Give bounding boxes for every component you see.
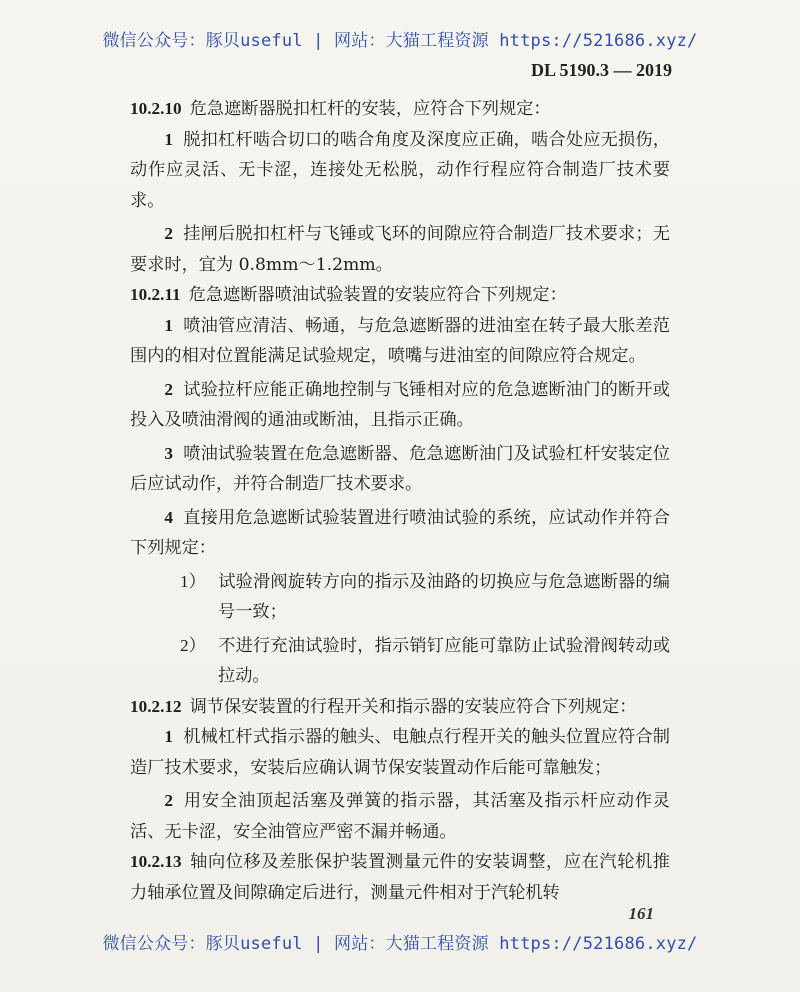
section-title: 轴向位移及差胀保护装置测量元件的安装调整，应在汽轮机推力轴承位置及间隙确定后进行，测量元件相对于汽轮机转 — [130, 852, 670, 903]
sub-item-number: 2） — [180, 635, 206, 655]
item-number: 2 — [164, 791, 173, 810]
item-number: 2 — [164, 379, 173, 399]
sub-item-number: 1） — [180, 571, 206, 591]
item-number: 4 — [164, 507, 173, 527]
watermark-bottom: 微信公众号：豚贝useful | 网站：大猫工程资源 https://521686.xyz/ — [102, 934, 698, 954]
item-text: 机械杠杆式指示器的触头、电触点行程开关的触头位置应符合制造厂技术要求，安装后应确认调节保安装置动作后能可靠触发； — [130, 727, 670, 778]
section-title: 危急遮断器脱扣杠杆的安装，应符合下列规定： — [189, 99, 551, 119]
body-text — [130, 94, 670, 908]
list-item — [130, 311, 670, 372]
section-heading — [130, 692, 670, 723]
standard-code: DL 5190.3 — 2019 — [530, 60, 672, 80]
list-item — [130, 375, 670, 436]
page-number: 161 — [628, 904, 654, 923]
sub-item — [130, 631, 670, 692]
item-text: 喷油试验装置在危急遮断器、危急遮断油门及试验杠杆安装定位后应试动作，并符合制造厂技术要求。 — [130, 443, 670, 494]
section-title: 危急遮断器喷油试验装置的安装应符合下列规定： — [188, 285, 567, 305]
list-item — [130, 722, 670, 783]
list-item — [130, 503, 670, 564]
list-item — [130, 439, 670, 500]
item-number: 1 — [164, 315, 173, 335]
item-number: 1 — [164, 129, 173, 149]
section-number: 10.2.10 — [130, 99, 182, 118]
section-number: 10.2.11 — [130, 285, 181, 304]
item-text: 试验拉杆应能正确地控制与飞锤相对应的危急遮断油门的断开或投入及喷油滑阀的通油或断油，且指示正确。 — [130, 379, 670, 430]
item-text: 用安全油顶起活塞及弹簧的指示器，其活塞及指示杆应动作灵活、无卡涩，安全油管应严密不漏并畅通。 — [130, 791, 670, 842]
section-number: 10.2.12 — [130, 696, 182, 716]
item-number: 3 — [164, 443, 173, 463]
section-title: 调节保安装置的行程开关和指示器的安装应符合下列规定： — [189, 696, 637, 717]
sub-item-text: 不进行充油试验时，指示销钉应能可靠防止试验滑阀转动或拉动。 — [218, 635, 670, 686]
sub-item — [130, 567, 670, 628]
item-number: 1 — [164, 727, 173, 746]
list-item — [130, 125, 670, 217]
item-number: 2 — [164, 224, 173, 243]
item-text: 喷油管应清洁、畅通，与危急遮断器的进油室在转子最大胀差范围内的相对位置能满足试验规定，喷嘴与进油室的间隙应符合规定。 — [130, 315, 670, 366]
section-heading — [130, 94, 670, 125]
watermark-top: 微信公众号：豚贝useful | 网站：大猫工程资源 https://521686.xyz/ — [102, 31, 698, 51]
section-number: 10.2.13 — [130, 852, 182, 871]
section-heading — [130, 280, 670, 311]
list-item — [130, 786, 670, 847]
item-text: 直接用危急遮断试验装置进行喷油试验的系统，应试动作并符合下列规定： — [130, 507, 670, 558]
sub-item-text: 试验滑阀旋转方向的指示及油路的切换应与危急遮断器的编号一致； — [218, 571, 670, 622]
list-item — [130, 219, 670, 280]
section-heading — [130, 847, 670, 908]
item-text: 挂闸后脱扣杠杆与飞锤或飞环的间隙应符合制造厂技术要求；无要求时，宜为 0.8mm～1.2mm。 — [130, 224, 670, 275]
item-text: 脱扣杠杆啮合切口的啮合角度及深度应正确，啮合处应无损伤，动作应灵活、无卡涩，连接处无松脱，动作行程应符合制造厂技术要求。 — [130, 129, 670, 211]
